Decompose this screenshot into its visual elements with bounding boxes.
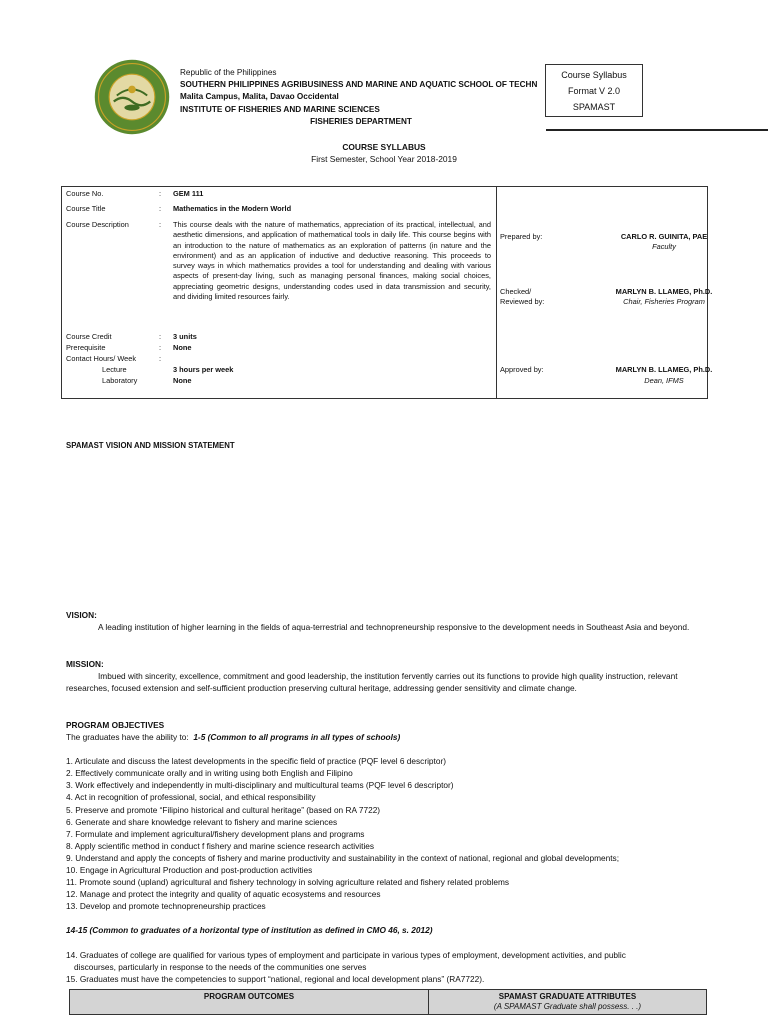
school-name: SOUTHERN PHILIPPINES AGRIBUSINESS AND MARINE AND AQUATIC SCHOOL OF TECHN [180,80,538,90]
objective-item: 6. Generate and share knowledge relevant to fishery and marine sciences [66,816,338,827]
campus-line: Malita Campus, Malita, Davao Occidental [180,92,339,102]
contact-hours-label: Contact Hours/ Week [66,354,137,363]
format-line-3: SPAMAST [572,102,616,112]
objective-item: 9. Understand and apply the concepts of fishery and marine productivity and sustainability in the context of national, regional and global developments; [66,852,620,863]
format-box [545,64,643,117]
mission-section [66,658,706,694]
objective-item: 5. Preserve and promote “Filipino historical and cultural heritage” (based on RA 7722) [66,804,381,815]
format-line-1: Course Syllabus [561,70,627,80]
objective-item: 11. Promote sound (upland) agricultural and fishery technology in solving agriculture related and fishery related problems [66,877,510,888]
colon: : [159,220,162,229]
vision-heading: VISION: [66,610,97,620]
vision-section [66,609,706,633]
course-info-table [61,186,713,399]
lecture-label: Lecture [102,365,127,374]
semester-line: First Semester, School Year 2018-2019 [311,153,457,164]
institute-line: INSTITUTE OF FISHERIES AND MARINE SCIENCES [180,104,380,114]
objective-item: 1. Articulate and discuss the latest developments in the specific field of practice (PQF level 6 descriptor) [66,756,446,767]
checked-label-2: Reviewed by: [500,297,545,306]
mission-text: Imbued with sincerity, excellence, commitment and good leadership, the institution fervently carries out its functions to provide high quality instruction, relevant researches, focused extension and self-sufficient production preserving cultural heritage, addressing gender sensitivity and climate change. [66,671,678,694]
objective-item: 13. Develop and promote technopreneurship practices [66,901,266,912]
colon: : [159,204,162,213]
objectives-list [66,755,706,912]
colon: : [159,354,162,363]
approved-by-name: MARLYN B. LLAMEG, Ph.D. [615,365,713,374]
republic-line: Republic of the Philippines [180,68,277,77]
colon: : [159,343,162,352]
objectives-intro: The graduates have the ability to: 1-5 (Common to all programs in all types of schools) [66,732,401,743]
mission-heading: MISSION: [66,659,104,669]
approved-by-role: Dean, IFMS [644,376,684,385]
prepared-by-name: CARLO R. GUINITA, PAE [620,232,708,241]
table-divider [496,187,497,398]
course-title-label: Course Title [66,204,106,213]
objective-item: 4. Act in recognition of professional, social, and ethical responsibility [66,792,316,803]
objective-item: 2. Effectively communicate orally and in writing using both English and Filipino [66,768,353,779]
vision-text: A leading institution of higher learning in the fields of aqua-terrestrial and technopreneurship responsive to the development needs in Southeast Asia and beyond. [98,622,690,633]
course-no-label: Course No. [66,189,104,198]
program-outcomes-header: PROGRAM OUTCOMES [70,990,429,1014]
syllabus-title: COURSE SYLLABUS [342,142,426,152]
prerequisite-value: None [173,343,192,352]
course-desc-label: Course Description [66,220,129,229]
course-credit-label: Course Credit [66,332,112,341]
checked-label-1: Checked/ [500,287,532,296]
objective-14-line-1: 14. Graduates of college are qualified for various types of employment and participate in various types of employment, development activities, and public [66,949,626,960]
laboratory-value: None [173,376,192,385]
course-no-value: GEM 111 [173,189,204,198]
outcomes-table-header [69,989,707,1015]
vision-mission-heading: SPAMAST VISION AND MISSION STATEMENT [66,441,235,450]
objective-item: 12. Manage and protect the integrity and quality of aquatic ecosystems and resources [66,889,381,900]
graduate-attributes-subtitle: (A SPAMAST Graduate shall possess. . .) [493,1002,642,1011]
course-desc-value: This course deals with the nature of mathematics, appreciation of its practical, intellectual, and aesthetic dimensions, and application of mathematical tools in daily life. This course begins with an introduction to the nature of mathematics as an exploration of patterns (in nature and the environment) and as an application of inductive and deductive reasoning. This proceeds to survey ways in which mathematics provides a tool for understanding and dealing with various aspects of present-day living, such as managing personal finances, making social choices, appreciating geometric designs, understanding codes used in data transmission and security, and dividing limited resources fairly. [173,220,491,302]
objective-item: 8. Apply scientific method in conduct f fishery and marine science research activities [66,840,375,851]
header-rule [546,129,768,131]
laboratory-label: Laboratory [102,376,138,385]
objective-item: 7. Formulate and implement agricultural/fishery development plans and programs [66,828,365,839]
format-line-2: Format V 2.0 [567,86,621,96]
lecture-value: 3 hours per week [173,365,234,374]
approved-by-label: Approved by: [500,365,544,374]
objectives-heading: PROGRAM OBJECTIVES [66,720,165,730]
colon: : [159,189,162,198]
prerequisite-label: Prerequisite [66,343,106,352]
institution-header [180,67,542,128]
document-title [0,142,768,165]
objective-item: 3. Work effectively and independently in multi-disciplinary and multicultural teams (PQF level 6 descriptor) [66,780,454,791]
objective-14-line-2: discourses, particularly in response to the needs of the communities one serves [74,961,367,972]
objective-15: 15. Graduates must have the competencies to support “national, regional and local development plans” (RA7722). [66,973,485,984]
objective-item: 10. Engage in Agricultural Production and post-production activities [66,865,313,876]
colon: : [159,332,162,341]
graduate-attributes-header [429,990,706,1014]
objectives-subheading: 14-15 (Common to graduates of a horizontal type of institution as defined in CMO 46, s. 2012) [66,925,433,936]
course-credit-value: 3 units [173,332,197,341]
department-line: FISHERIES DEPARTMENT [310,116,412,126]
course-title-value: Mathematics in the Modern World [173,204,292,213]
school-seal-logo [94,59,170,135]
graduate-attributes-title: SPAMAST GRADUATE ATTRIBUTES [498,992,637,1001]
checked-by-role: Chair, Fisheries Program [623,297,705,306]
program-objectives [66,719,706,985]
checked-by-name: MARLYN B. LLAMEG, Ph.D. [615,287,713,296]
prepared-by-role: Faculty [652,242,676,251]
prepared-by-label: Prepared by: [500,232,543,241]
